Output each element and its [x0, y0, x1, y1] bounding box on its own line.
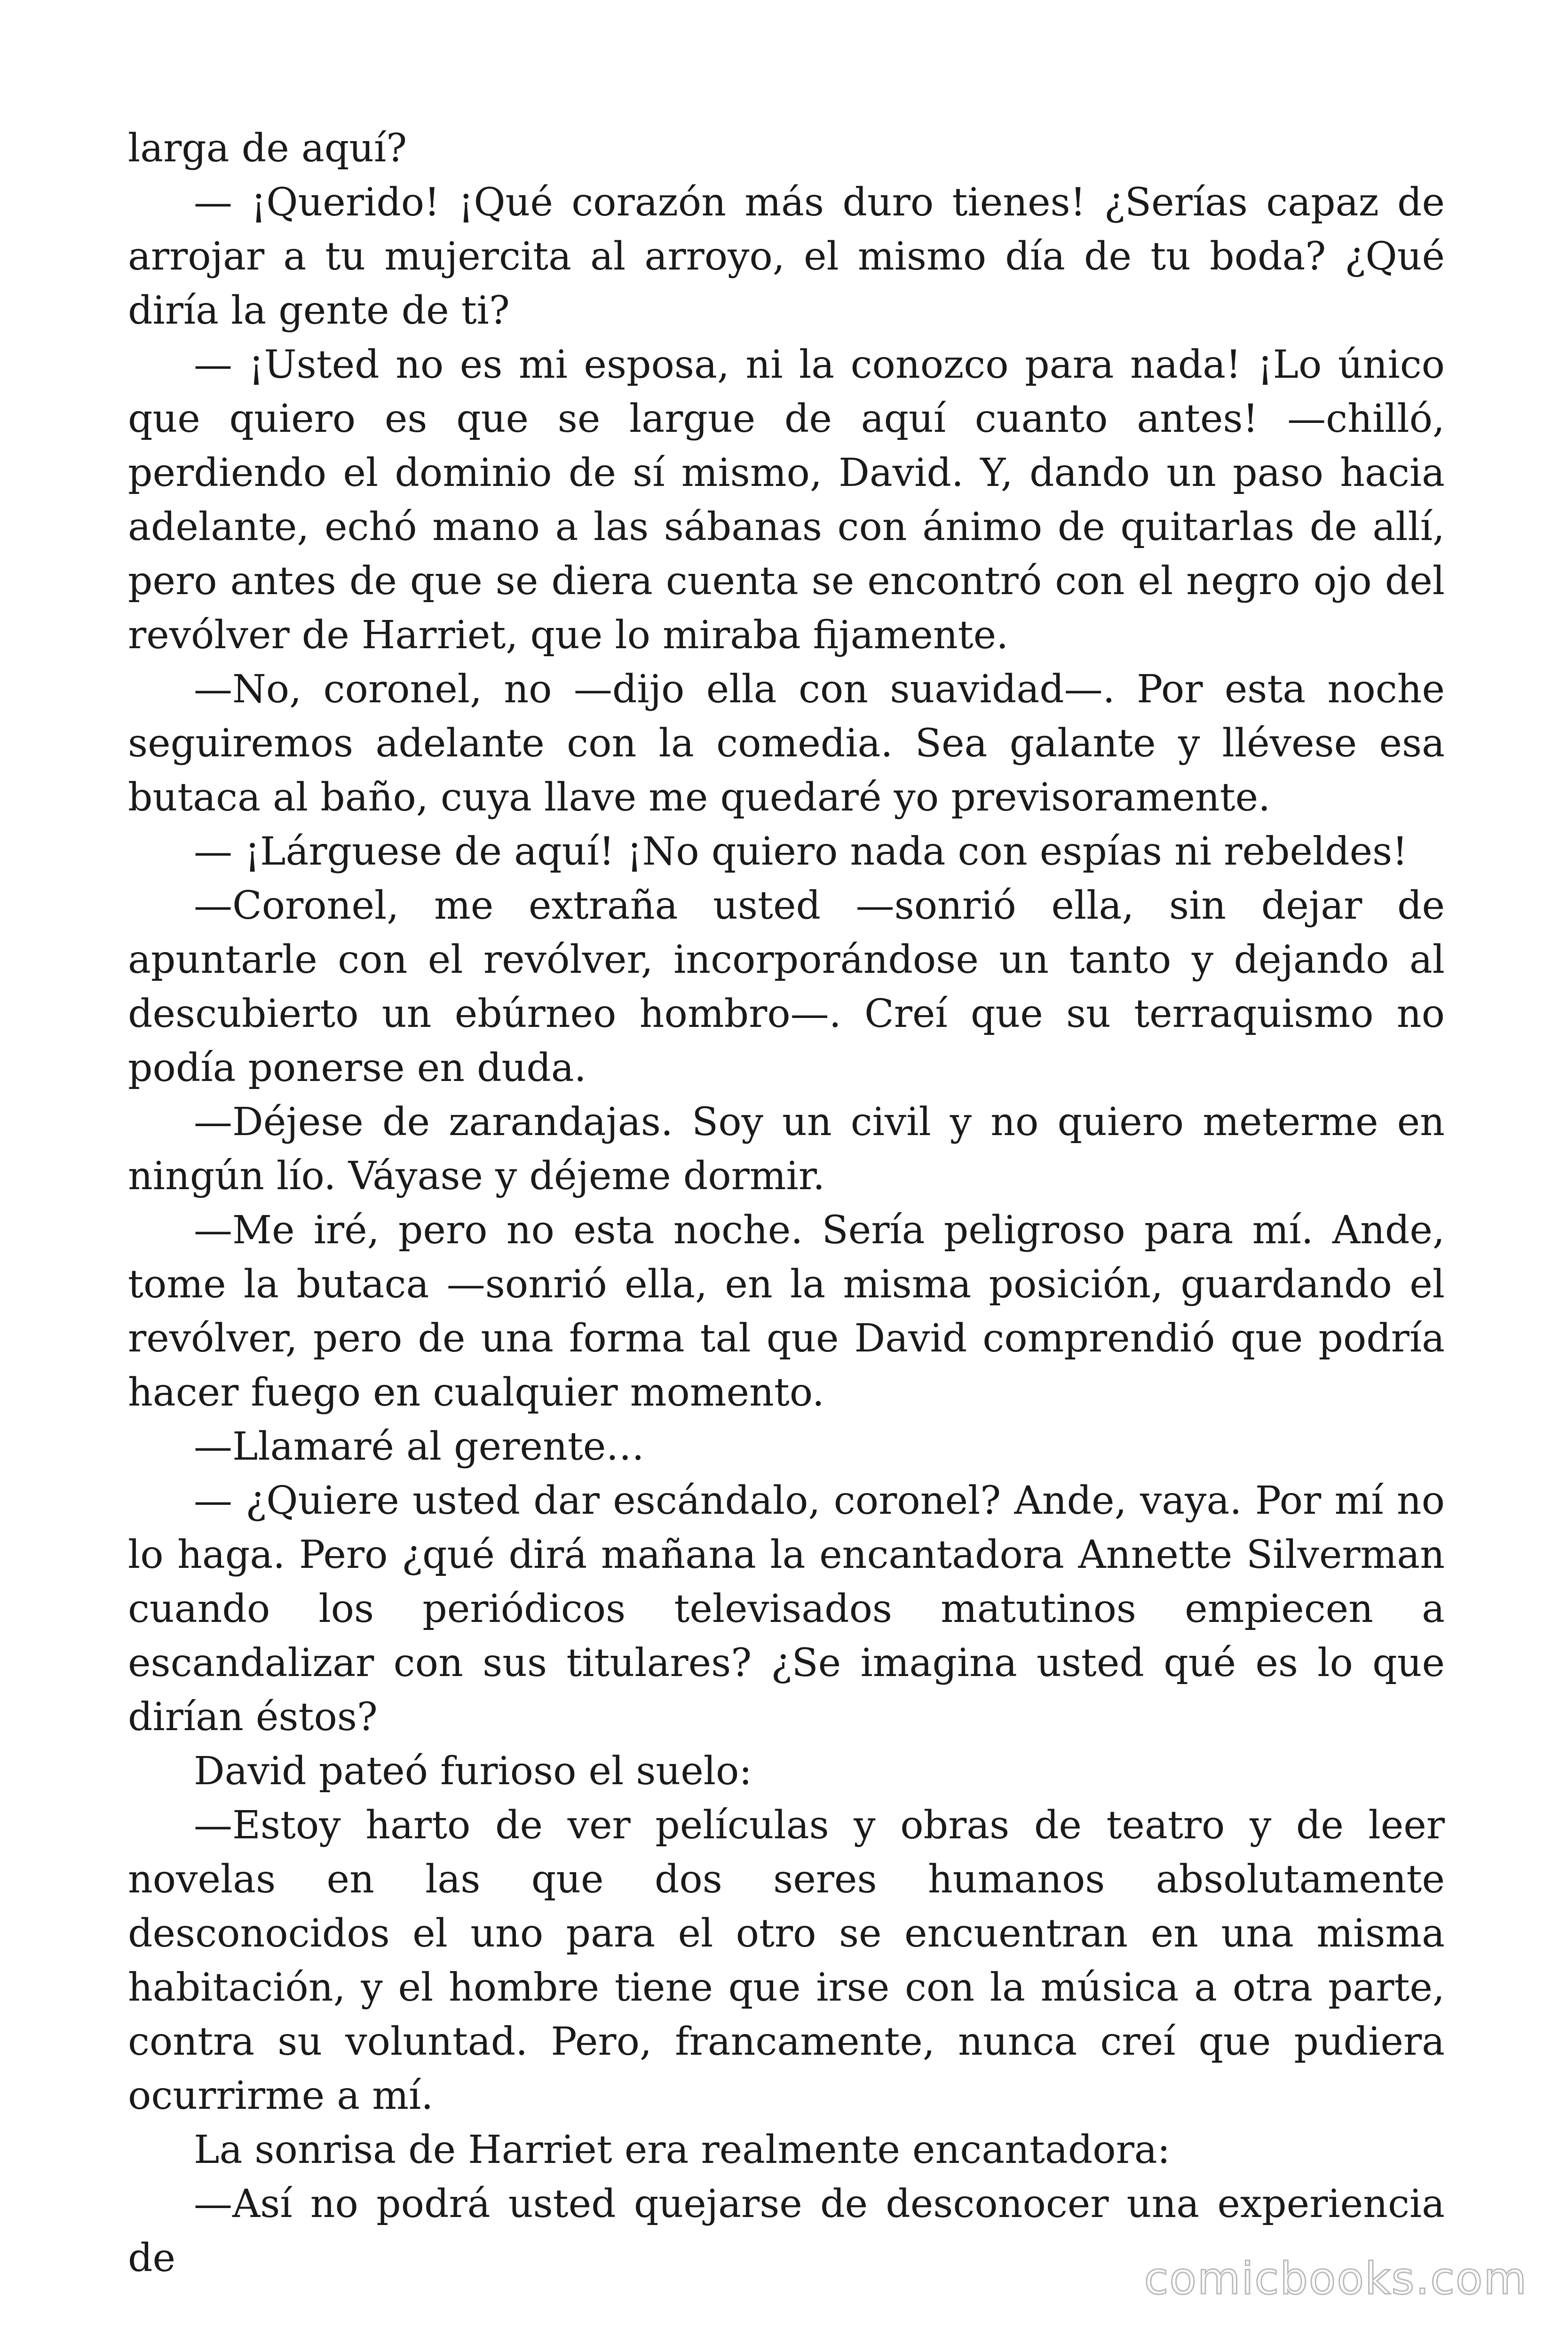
paragraph-3: — ¡Usted no es mi esposa, ni la conozco para nada! ¡Lo único que quiero es que se largue de aquí cuanto antes! —chilló, perdiendo el dominio de sí mismo, David. Y, dando un paso hacia adelante, echó mano a las sábanas con ánimo de quitarlas de allí, pero antes de que se diera cuenta se encontró con el negro ojo del revólver de Harriet, que lo miraba fijamente.: [128, 342, 1445, 658]
page-body: [128, 121, 1445, 2285]
paragraph-5: — ¡Lárguese de aquí! ¡No quiero nada con espías ni rebeldes!: [194, 829, 1408, 874]
paragraph-9: —Llamaré al gerente…: [194, 1424, 645, 1469]
paragraph-2: — ¡Querido! ¡Qué corazón más duro tienes! ¿Serías capaz de arrojar a tu mujercita al arroyo, el mismo día de tu boda? ¿Qué diría la gente de ti?: [128, 180, 1445, 333]
paragraph-11: David pateó furioso el suelo:: [194, 1749, 752, 1794]
paragraph-4: —No, coronel, no —dijo ella con suavidad—. Por esta noche seguiremos adelante con la comedia. Sea galante y llévese esa butaca al baño, cuya llave me quedaré yo previsoramente.: [128, 667, 1445, 820]
paragraph-7: —Déjese de zarandajas. Soy un civil y no quiero meterme en ningún lío. Váyase y déjeme dormir.: [128, 1100, 1445, 1199]
paragraph-10: — ¿Quiere usted dar escándalo, coronel? Ande, vaya. Por mí no lo haga. Pero ¿qué dirá mañana la encantadora Annette Silverman cuando los periódicos televisados matutinos empiecen a escandalizar con sus titulares? ¿Se imagina usted qué es lo que dirían éstos?: [128, 1478, 1445, 1740]
paragraph-1: larga de aquí?: [128, 126, 407, 171]
paragraph-13: La sonrisa de Harriet era realmente encantadora:: [194, 2128, 1171, 2172]
paragraph-8: —Me iré, pero no esta noche. Sería peligroso para mí. Ande, tome la butaca —sonrió ella, en la misma posición, guardando el revólver, pero de una forma tal que David comprendió que podría hacer fuego en cualquier momento.: [128, 1208, 1445, 1415]
paragraph-6: —Coronel, me extraña usted —sonrió ella, sin dejar de apuntarle con el revólver, incorporándose un tanto y dejando al descubierto un ebúrneo hombro—. Creí que su terraquismo no podía ponerse en duda.: [128, 883, 1445, 1090]
paragraph-14: —Así no podrá usted quejarse de desconocer una experiencia de: [128, 2182, 1445, 2280]
watermark: comicbooks.com: [1144, 2253, 1528, 2304]
paragraph-12: —Estoy harto de ver películas y obras de teatro y de leer novelas en las que dos seres humanos absolutamente desconocidos el uno para el otro se encuentran en una misma habitación, y el hombre tiene que irse con la música a otra parte, contra su voluntad. Pero, francamente, nunca creí que pudiera ocurrirme a mí.: [128, 1803, 1445, 2118]
